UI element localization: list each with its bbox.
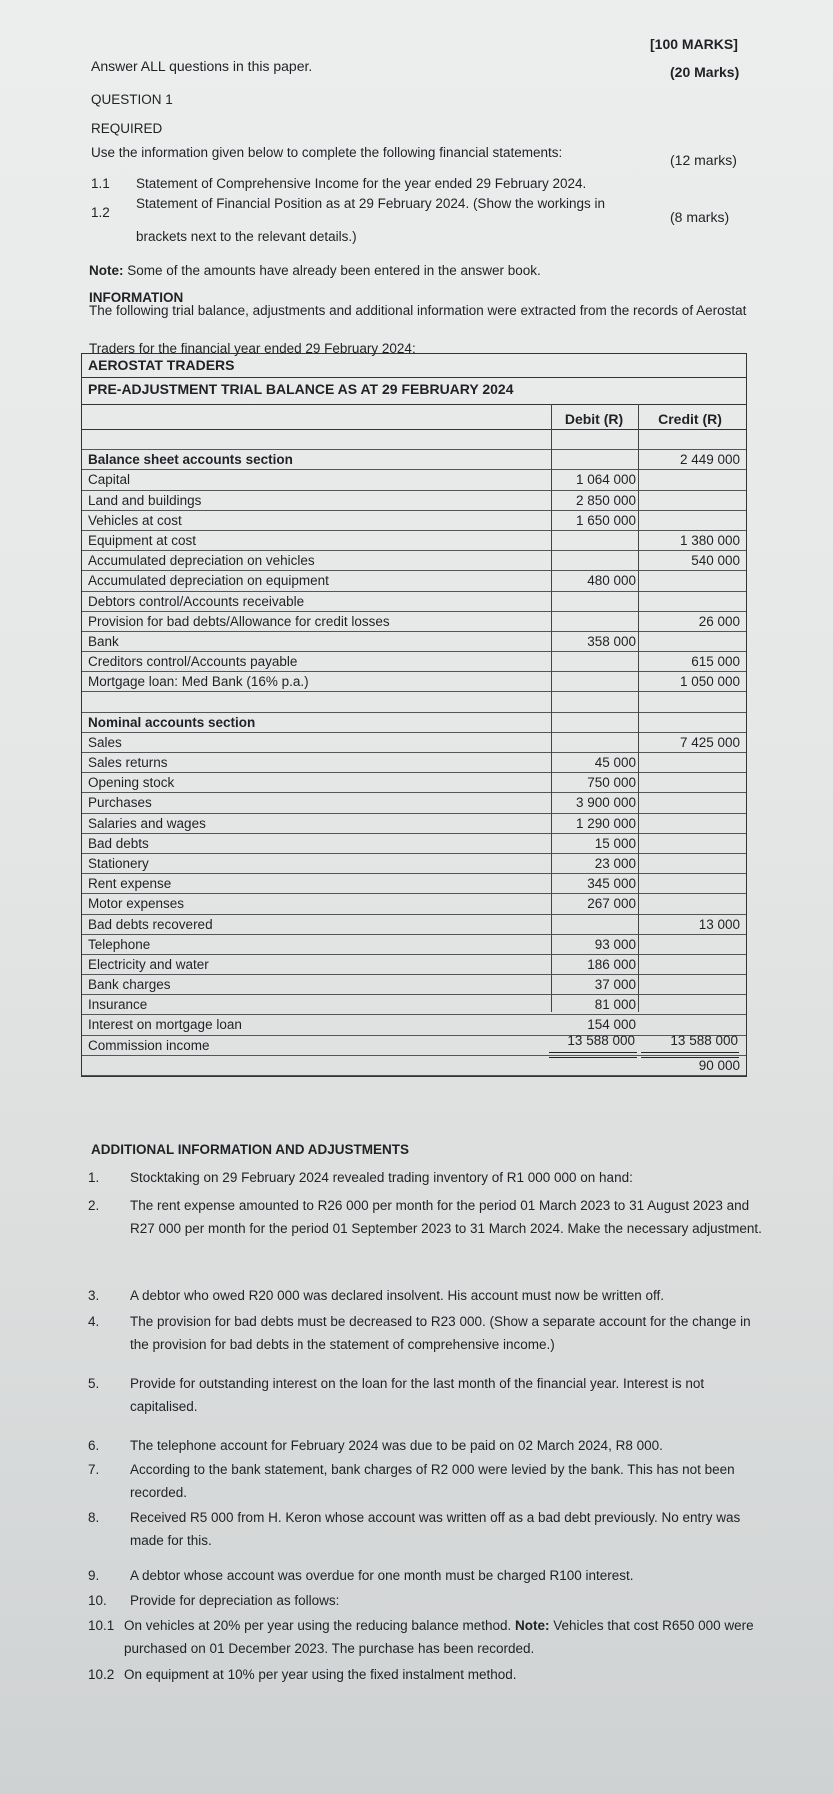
adjustment-number: 10.2 <box>88 1667 115 1682</box>
trial-balance-table <box>81 353 747 1077</box>
adjustment-text <box>130 1434 770 1457</box>
adjustment-item <box>88 1372 788 1418</box>
account-name: Opening stock <box>88 775 175 791</box>
account-name: Bad debts <box>88 835 149 851</box>
adjustment-item <box>88 1614 788 1660</box>
adjustment-body: Provide for depreciation as follows: <box>130 1593 340 1608</box>
table-row <box>82 814 746 834</box>
adjustment-number: 5. <box>88 1376 100 1391</box>
note-label: Note: <box>89 263 124 278</box>
account-name: Creditors control/Accounts payable <box>88 654 298 670</box>
account-name: Land and buildings <box>88 492 202 508</box>
debit-amount: 2 850 000 <box>575 492 636 508</box>
adjustment-body: The rent expense amounted to R26 000 per month for the period 01 March 2023 to 31 August 2023 and R27 000 per month for the period 01 September 2023 to 31 March 2024. Make the necessary adjustment. <box>130 1198 762 1236</box>
credit-header: Credit (R) <box>658 411 722 427</box>
credit-amount: 26 000 <box>698 613 740 629</box>
table-row <box>82 571 746 591</box>
credit-amount: 2 449 000 <box>679 452 740 468</box>
table-row <box>82 955 746 975</box>
debit-amount: 1 290 000 <box>575 815 636 831</box>
adjustment-text <box>124 1614 774 1660</box>
table-row <box>82 430 746 450</box>
table-row <box>82 854 746 874</box>
table-row <box>82 672 746 692</box>
column-divider <box>551 404 552 1012</box>
table-row <box>82 470 746 490</box>
table-row <box>82 612 746 632</box>
debit-amount: 93 000 <box>594 936 636 952</box>
table-row <box>82 1056 746 1076</box>
account-name: Capital <box>88 472 131 488</box>
adjustment-number: 10.1 <box>88 1618 115 1633</box>
item-text: Statement of Financial Position as at 29 February 2024. (Show the workings in <box>136 196 605 211</box>
adjustment-number: 4. <box>88 1314 100 1329</box>
total-marks: [100 MARKS] <box>650 36 738 52</box>
adjustment-item <box>88 1564 788 1587</box>
table-row <box>82 632 746 652</box>
table-row <box>82 995 746 1015</box>
debit-amount: 480 000 <box>587 573 636 589</box>
table-row <box>82 935 746 955</box>
adjustment-body: A debtor whose account was overdue for one month must be charged R100 interest. <box>130 1568 634 1583</box>
credit-amount: 13 000 <box>698 916 740 932</box>
account-name: Stationery <box>88 855 149 871</box>
double-underline <box>641 1052 739 1058</box>
table-row <box>82 531 746 551</box>
adjustments-heading: ADDITIONAL INFORMATION AND ADJUSTMENTS <box>91 1142 409 1157</box>
adjustment-body: Provide for outstanding interest on the loan for the last month of the financial year. Interest is not capitalised. <box>130 1376 705 1414</box>
adjustment-item <box>88 1166 788 1189</box>
required-heading: REQUIRED <box>91 121 163 136</box>
adjustment-body: According to the bank statement, bank charges of R2 000 were levied by the bank. This has not been recorded. <box>130 1462 735 1500</box>
adjustment-body: Received R5 000 from H. Keron whose account was written off as a bad debt previously. No entry was made for this. <box>130 1510 741 1548</box>
adjustment-body: Stocktaking on 29 February 2024 revealed trading inventory of R1 000 000 on hand: <box>130 1170 633 1185</box>
credit-amount: 1 380 000 <box>679 532 740 548</box>
account-name: Bad debts recovered <box>88 916 213 932</box>
account-name: Nominal accounts section <box>88 714 256 730</box>
table-row <box>82 753 746 773</box>
table-row <box>82 450 746 470</box>
table-title: PRE-ADJUSTMENT TRIAL BALANCE AS AT 29 FEBRUARY 2024 <box>88 381 514 397</box>
account-name: Interest on mortgage loan <box>88 1017 242 1033</box>
adjustment-text <box>130 1284 770 1307</box>
table-row <box>82 713 746 733</box>
debit-amount: 358 000 <box>587 633 636 649</box>
account-name: Electricity and water <box>88 956 209 972</box>
account-name: Vehicles at cost <box>88 512 182 528</box>
adjustment-item <box>88 1284 788 1307</box>
item-text: Statement of Comprehensive Income for the year ended 29 February 2024. <box>136 176 587 191</box>
table-header <box>82 378 746 405</box>
total-credit: 13 588 000 <box>670 1033 738 1048</box>
company-name: AEROSTAT TRADERS <box>82 354 746 378</box>
adjustment-number: 1. <box>88 1170 100 1185</box>
debit-amount: 37 000 <box>594 977 636 993</box>
account-name: Motor expenses <box>88 896 185 912</box>
debit-amount: 267 000 <box>587 896 636 912</box>
debit-amount: 45 000 <box>594 755 636 770</box>
credit-amount: 90 000 <box>698 1057 740 1073</box>
table-row <box>82 793 746 813</box>
adjustment-item <box>88 1310 788 1356</box>
table-row <box>82 975 746 995</box>
table-row <box>82 773 746 793</box>
account-name: Equipment at cost <box>88 532 197 548</box>
double-underline <box>549 1052 637 1058</box>
account-name: Purchases <box>88 795 152 811</box>
information-text-1: The following trial balance, adjustments and additional information were extracted from the records of Aerostat <box>89 303 747 318</box>
account-name: Accumulated depreciation on equipment <box>88 573 329 589</box>
table-row <box>82 874 746 894</box>
table-row <box>82 592 746 612</box>
account-name: Balance sheet accounts section <box>88 452 293 468</box>
information-text-2: Traders for the financial year ended 29 February 2024: <box>89 341 416 356</box>
information-heading: INFORMATION <box>89 290 184 305</box>
table-row <box>82 692 746 712</box>
adjustment-body: The provision for bad debts must be decreased to R23 000. (Show a separate account for the change in the provision for bad debts in the statement of comprehensive income.) <box>130 1314 751 1352</box>
debit-amount: 3 900 000 <box>575 795 636 811</box>
adjustment-text <box>130 1194 770 1240</box>
required-text: Use the information given below to complete the following financial statements: <box>91 145 563 160</box>
item-marks: (8 marks) <box>670 209 730 225</box>
note-text: Vehicles that cost R650 000 were purchased on 01 December 2023. The purchase has been recorded. <box>124 1618 754 1656</box>
table-row <box>82 733 746 753</box>
adjustment-number: 7. <box>88 1462 100 1477</box>
question-marks: (20 Marks) <box>670 64 740 80</box>
totals-row <box>549 1030 739 1052</box>
table-row <box>82 894 746 914</box>
account-name: Rent expense <box>88 876 172 892</box>
item-text-continued: brackets next to the relevant details.) <box>136 229 357 244</box>
adjustment-number: 8. <box>88 1510 100 1525</box>
column-divider <box>638 404 639 1012</box>
adjustment-text <box>124 1663 774 1686</box>
question-heading: QUESTION 1 <box>91 92 173 107</box>
table-row <box>82 511 746 531</box>
table-row <box>82 491 746 511</box>
account-name: Commission income <box>88 1037 210 1053</box>
account-name: Salaries and wages <box>88 815 206 831</box>
debit-amount: 750 000 <box>587 775 636 791</box>
adjustment-item <box>88 1458 788 1504</box>
adjustment-body: On equipment at 10% per year using the fixed instalment method. <box>124 1667 517 1682</box>
adjustment-number: 3. <box>88 1288 100 1303</box>
credit-amount: 615 000 <box>691 654 740 670</box>
debit-amount: 186 000 <box>587 956 636 972</box>
column-header-row <box>82 405 746 430</box>
debit-amount: 1 650 000 <box>575 512 636 528</box>
adjustment-body: The telephone account for February 2024 was due to be paid on 02 March 2024, R8 000. <box>130 1438 663 1453</box>
adjustment-text <box>130 1166 770 1189</box>
account-name: Sales <box>88 734 122 750</box>
account-name: Mortgage loan: Med Bank (16% p.a.) <box>88 674 309 690</box>
debit-amount: 345 000 <box>587 876 636 892</box>
item-number: 1.1 <box>91 176 110 191</box>
debit-amount: 81 000 <box>594 997 636 1013</box>
adjustment-text <box>130 1458 770 1504</box>
adjustment-text <box>130 1564 770 1587</box>
total-debit: 13 588 000 <box>567 1033 635 1048</box>
credit-amount: 1 050 000 <box>679 674 740 690</box>
adjustment-item <box>88 1194 788 1263</box>
adjustment-item <box>88 1663 788 1686</box>
table-row <box>82 915 746 935</box>
account-name: Telephone <box>88 936 151 952</box>
debit-header: Debit (R) <box>564 411 624 427</box>
account-name: Accumulated depreciation on vehicles <box>88 553 315 569</box>
account-name: Bank <box>88 633 119 649</box>
account-name: Sales returns <box>88 755 168 770</box>
adjustment-number: 10. <box>88 1593 107 1608</box>
item-marks: (12 marks) <box>670 152 737 168</box>
adjustment-body: On vehicles at 20% per year using the reducing balance method. <box>124 1618 512 1633</box>
item-number: 1.2 <box>91 205 110 220</box>
adjustment-body: A debtor who owed R20 000 was declared insolvent. His account must now be written off. <box>130 1288 665 1303</box>
credit-amount: 7 425 000 <box>679 734 740 750</box>
debit-amount: 154 000 <box>587 1017 636 1033</box>
debit-amount: 1 064 000 <box>575 472 636 488</box>
account-name: Provision for bad debts/Allowance for credit losses <box>88 613 390 629</box>
instruction: Answer ALL questions in this paper. <box>91 58 313 74</box>
note-text: Some of the amounts have already been entered in the answer book. <box>127 263 541 278</box>
adjustment-number: 2. <box>88 1198 100 1213</box>
adjustment-text <box>130 1310 770 1356</box>
adjustment-item <box>88 1589 788 1612</box>
adjustment-number: 6. <box>88 1438 100 1453</box>
account-name: Debtors control/Accounts receivable <box>88 593 305 609</box>
table-row <box>82 834 746 854</box>
adjustment-number: 9. <box>88 1568 100 1583</box>
table-row <box>82 652 746 672</box>
adjustment-text <box>130 1506 770 1552</box>
note-label: Note: <box>515 1618 550 1633</box>
adjustment-item <box>88 1434 788 1457</box>
table-row <box>82 551 746 571</box>
table-body <box>82 430 746 1076</box>
debit-amount: 15 000 <box>594 835 636 851</box>
account-name: Bank charges <box>88 977 171 993</box>
credit-amount: 540 000 <box>691 553 740 569</box>
adjustment-item <box>88 1506 788 1552</box>
adjustment-text <box>130 1589 770 1612</box>
debit-amount: 23 000 <box>594 855 636 871</box>
adjustment-text <box>130 1372 770 1418</box>
account-name: Insurance <box>88 997 148 1013</box>
